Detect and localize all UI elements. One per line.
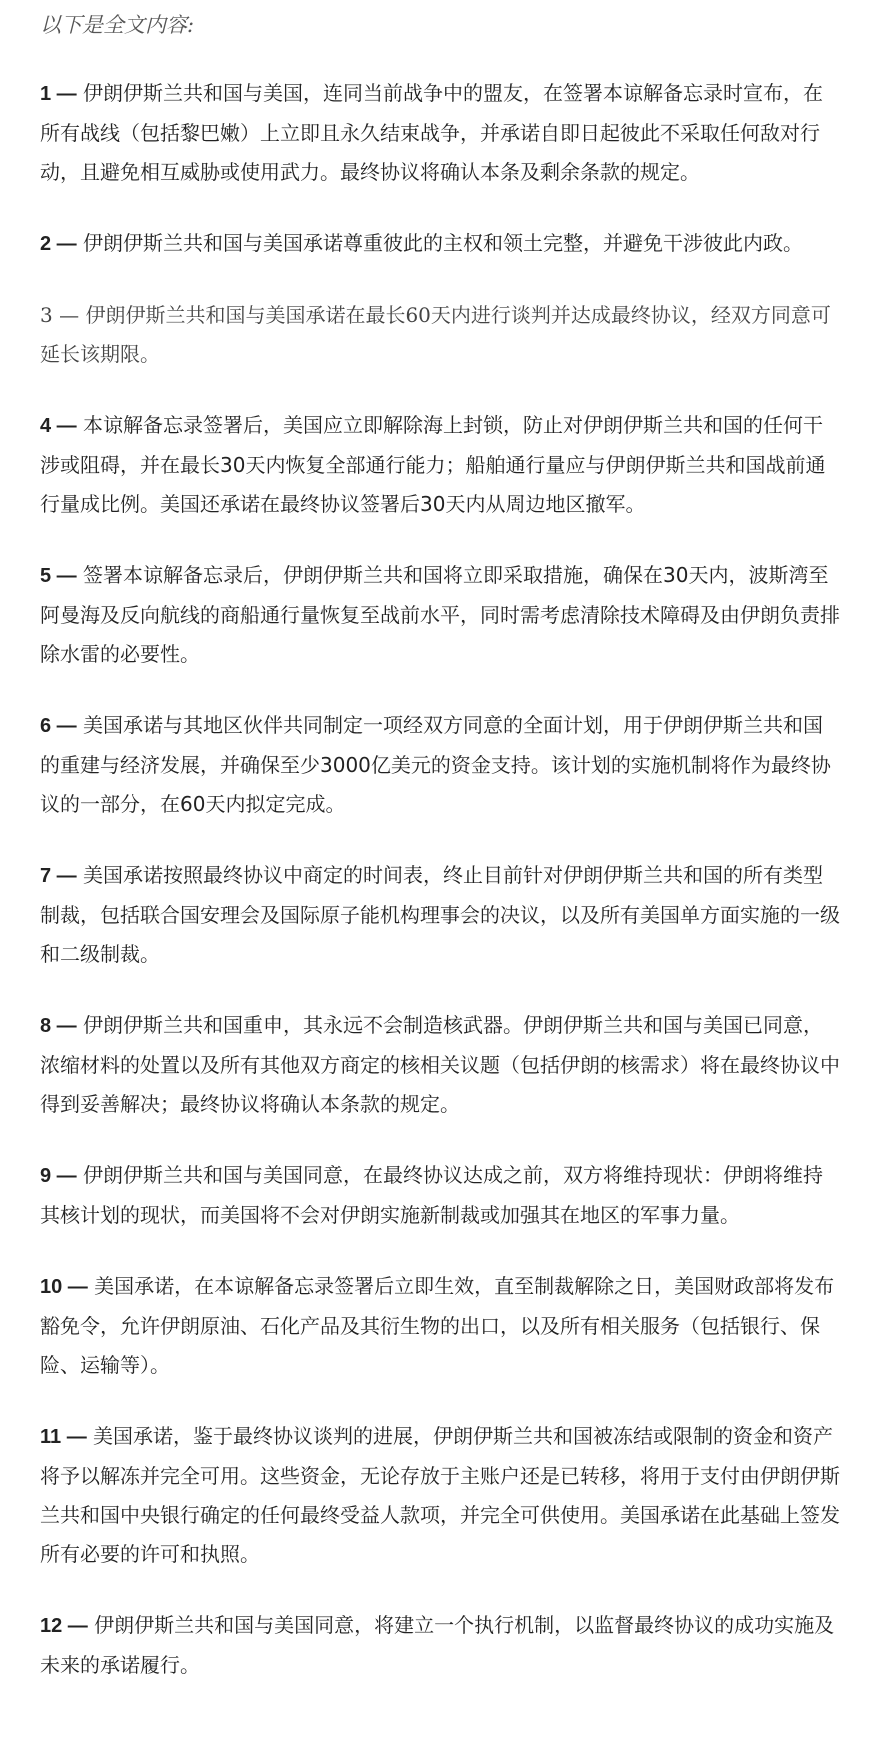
- clause-7: [40, 856, 840, 974]
- clause-9: [40, 1156, 840, 1235]
- clause-text: 美国承诺，在本谅解备忘录签署后立即生效，直至制裁解除之日，美国财政部将发布豁免令，允许伊朗原油、石化产品及其衍生物的出口，以及所有相关服务（包括银行、保险、运输等）。: [40, 1274, 835, 1377]
- clause-text: 伊朗伊斯兰共和国与美国承诺尊重彼此的主权和领土完整，并避免干涉彼此内政。: [76, 231, 804, 255]
- clause-6: [40, 706, 840, 824]
- clause-number: 3 —: [40, 303, 80, 327]
- clause-text: 美国承诺按照最终协议中商定的时间表，终止目前针对伊朗伊斯兰共和国的所有类型制裁，包括联合国安理会及国际原子能机构理事会的决议，以及所有美国单方面实施的一级和二级制裁。: [40, 863, 840, 966]
- clause-number: 5 —: [40, 565, 77, 587]
- clause-text: 伊朗伊斯兰共和国与美国同意，在最终协议达成之前，双方将维持现状：伊朗将维持其核计划的现状，而美国将不会对伊朗实施新制裁或加强其在地区的军事力量。: [40, 1163, 824, 1227]
- clause-number: 6 —: [40, 715, 77, 737]
- clause-number: 4 —: [40, 415, 77, 437]
- clause-number: 1 —: [40, 83, 77, 105]
- clause-4: [40, 406, 840, 524]
- clause-number: 8 —: [40, 1015, 77, 1037]
- clause-2: [40, 224, 840, 264]
- clause-1: [40, 74, 840, 192]
- clause-number: 12 —: [40, 1615, 88, 1637]
- clause-text: 签署本谅解备忘录后，伊朗伊斯兰共和国将立即采取措施，确保在30天内，波斯湾至阿曼海及反向航线的商船通行量恢复至战前水平，同时需考虑清除技术障碍及由伊朗负责排除水雷的必要性。: [40, 563, 840, 666]
- clause-5: [40, 556, 840, 674]
- clause-3: [40, 296, 840, 374]
- clause-number: 9 —: [40, 1165, 77, 1187]
- clause-text: 美国承诺，鉴于最终协议谈判的进展，伊朗伊斯兰共和国被冻结或限制的资金和资产将予以解冻并完全可用。这些资金，无论存放于主账户还是已转移，将用于支付由伊朗伊斯兰共和国中央银行确定的任何最终受益人款项，并完全可供使用。美国承诺在此基础上签发所有必要的许可和执照。: [40, 1424, 840, 1566]
- intro-text: 以下是全文内容:: [40, 13, 195, 37]
- clause-text: 伊朗伊斯兰共和国重申，其永远不会制造核武器。伊朗伊斯兰共和国与美国已同意，浓缩材料的处置以及所有其他双方商定的核相关议题（包括伊朗的核需求）将在最终协议中得到妥善解决；最终协议将确认本条款的规定。: [40, 1013, 840, 1116]
- clause-number: 2 —: [40, 233, 77, 255]
- clause-10: [40, 1267, 840, 1385]
- clause-12: [40, 1606, 840, 1685]
- clause-text: 美国承诺与其地区伙伴共同制定一项经双方同意的全面计划，用于伊朗伊斯兰共和国的重建与经济发展，并确保至少3000亿美元的资金支持。该计划的实施机制将作为最终协议的一部分，在60天内拟定完成。: [40, 713, 831, 816]
- clause-text: 伊朗伊斯兰共和国与美国同意，将建立一个执行机制，以监督最终协议的成功实施及未来的承诺履行。: [40, 1613, 835, 1677]
- clause-text: 伊朗伊斯兰共和国与美国，连同当前战争中的盟友，在签署本谅解备忘录时宣布，在所有战线（包括黎巴嫩）上立即且永久结束战争，并承诺自即日起彼此不采取任何敌对行动，且避免相互威胁或使用武力。最终协议将确认本条及剩余条款的规定。: [40, 81, 824, 184]
- clause-number: 11 —: [40, 1426, 87, 1448]
- clause-number: 7 —: [40, 865, 77, 887]
- clause-11: [40, 1417, 840, 1574]
- clause-text: 伊朗伊斯兰共和国与美国承诺在最长60天内进行谈判并达成最终协议，经双方同意可延长该期限。: [40, 303, 831, 366]
- document: [40, 8, 840, 1717]
- clause-8: [40, 1006, 840, 1124]
- clause-text: 本谅解备忘录签署后，美国应立即解除海上封锁，防止对伊朗伊斯兰共和国的任何干涉或阻碍，并在最长30天内恢复全部通行能力；船舶通行量应与伊朗伊斯兰共和国战前通行量成比例。美国还承诺在最终协议签署后30天内从周边地区撤军。: [40, 413, 826, 516]
- clause-number: 10 —: [40, 1276, 88, 1298]
